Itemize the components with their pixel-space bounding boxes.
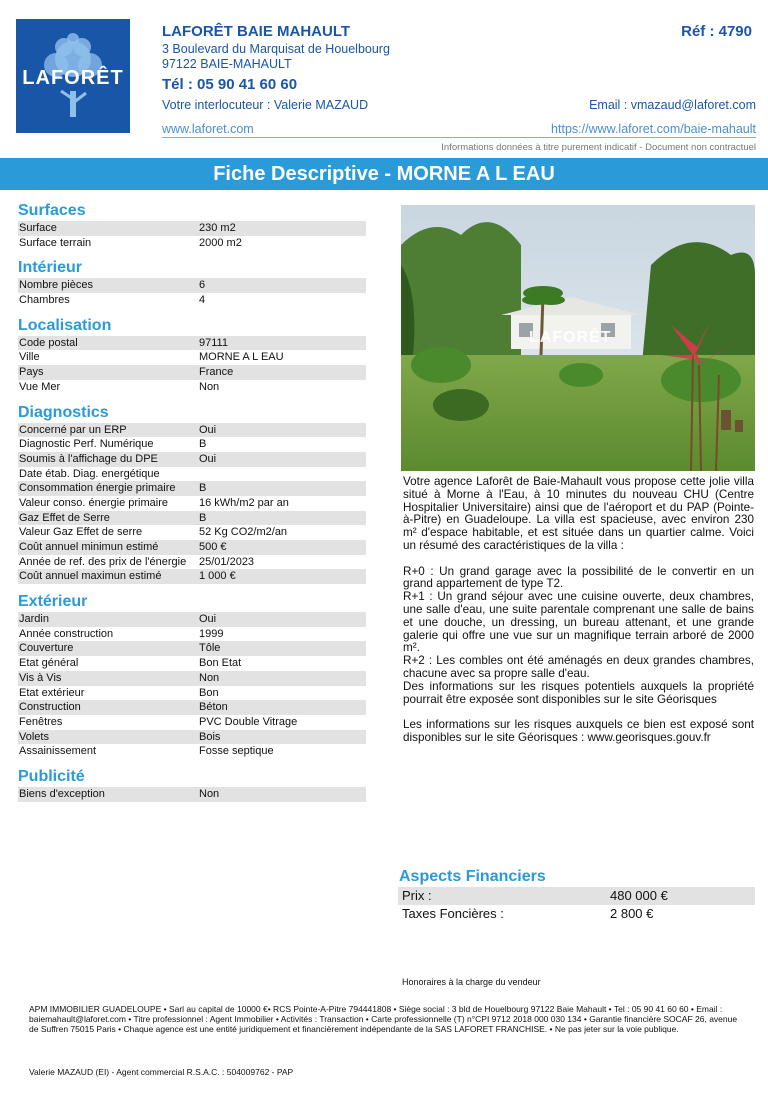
row-value: Fosse septique [199,745,274,758]
table-row [18,730,366,745]
row-value: 2000 m2 [199,236,242,249]
section-diagnostics [18,403,366,585]
row-label: Construction [19,701,81,714]
price-value: 480 000 € [610,888,668,903]
section-title: Diagnostics [18,403,109,421]
row-value: 25/01/2023 [199,555,255,568]
page-title-banner: Fiche Descriptive - MORNE A L EAU [0,158,768,190]
row-label: Pays [19,366,44,379]
row-value: Oui [199,423,217,436]
legal-notice: APM IMMOBILIER GUADELOUPE • Sarl au capital de 10000 €• RCS Pointe-A-Pitre 794441808 • Siège social : 3 bld de Houelbourg 97122 Baie Mahault • Tel : 05 90 41 60 60 • Email : baiemahault@laforet.com • Titre professionnel : Agent Immobilier • Activités : Transaction • Carte professionnelle (T) n°CPI 9712 2018 000 030 134 • Garantie financière SOCAF 26, avenue de Suffren 75015 Paris • Chaque agence est une entité juridiquement et financièrement indépendante de la SAS LAFORET FRANCHISE. • Ne pas jeter sur la voie publique. [29,1004,738,1034]
fees-note: Honoraires à la charge du vendeur [402,977,541,987]
tax-value: 2 800 € [610,906,654,921]
row-value: 97111 [199,336,228,349]
website-link[interactable]: www.laforet.com [162,122,254,136]
row-label: Jardin [19,613,49,626]
row-label: Gaz Effet de Serre [19,511,110,524]
row-label: Nombre pièces [19,279,93,292]
row-value: Bon [199,686,219,699]
section-exterieur [18,592,366,759]
row-label: Soumis à l'affichage du DPE [19,452,158,465]
row-label: Biens d'exception [19,787,105,800]
row-value: B [199,438,207,451]
property-photo [401,205,755,471]
row-label: Assainissement [19,745,97,758]
section-title: Publicité [18,767,85,785]
description-georisques: Les informations sur les risques auxquels ce bien est exposé sont disponibles sur le site Géorisques : www.georisques.gouv.fr [403,718,754,744]
tax-label: Taxes Foncières : [402,906,504,921]
table-row [18,744,366,759]
description-r1: R+1 : Un grand séjour avec une cuisine ouverte, deux chambres, une salle d'eau, une suite parentale comprenant une salle de bains et une douche, un dressing, un bureau attenant, et une grande galerie qui offre une vue sur un magnifique terrain arboré de 2000 m². [403,590,754,655]
table-row [18,278,366,293]
property-details [18,201,366,810]
table-row [18,700,366,715]
address-line-1: 3 Boulevard du Marquisat de Houelbourg [162,42,390,56]
row-value: MORNE A L EAU [199,351,284,364]
row-value: B [199,482,207,495]
section-title: Intérieur [18,259,83,277]
row-label: Chambres [19,294,70,307]
contact-person: Votre interlocuteur : Valerie MAZAUD [162,98,369,112]
row-value: 230 m2 [199,222,236,234]
section-title: Surfaces [18,202,86,219]
row-value: Bon Etat [199,657,242,670]
section-title: Localisation [18,316,112,334]
row-label: Code postal [19,336,78,349]
table-row [18,540,366,555]
row-value: Non [199,671,220,684]
laforet-logo [16,19,130,133]
table-row [18,686,366,701]
table-row [18,641,366,656]
phone-number: Tél : 05 90 41 60 60 [162,76,298,93]
table-row [18,365,366,380]
row-label: Fenêtres [19,715,63,728]
row-label: Date étab. Diag. energétique [19,467,160,480]
table-row [18,496,366,511]
row-label: Etat extérieur [19,686,85,699]
row-value: Non [199,787,220,800]
section-interieur [18,258,366,307]
row-value: 6 [199,279,206,292]
header-divider [162,137,756,138]
row-label: Année de ref. des prix de l'énergie [19,555,187,568]
table-row [18,671,366,686]
table-row [18,236,366,251]
description-intro: Votre agence Laforêt de Baie-Mahault vous propose cette jolie villa situé à Morne à l'Eau, à 10 minutes du nouveau CHU (Centre Hospitalier Universitaire) ainsi que de l'aéroport et du PAP (Pointe-à-Pitre) en Guadeloupe. La villa est spacieuse, avec environ 230 m² d'espace habitable, et est située dans un quartier calme. Voici un résumé des caractéristiques de la villa : [403,475,754,552]
table-row [18,525,366,540]
table-row [18,569,366,584]
tax-row [398,905,755,923]
row-label: Ville [19,351,40,364]
row-label: Coût annuel minimun estimé [19,541,159,553]
table-row [18,221,366,236]
row-value: Non [199,380,220,393]
agency-name: LAFORÊT BAIE MAHAULT [162,23,351,40]
table-row [18,437,366,452]
row-label: Vue Mer [19,380,61,393]
description-risks: Des informations sur les risques potentiels auxquels la propriété pourrait être exposée sont disponibles sur le site Géorisques [403,679,754,706]
row-value: Oui [199,452,217,465]
section-publicite [18,767,366,802]
row-value: Oui [199,613,217,626]
table-row [18,350,366,365]
row-value: B [199,511,207,524]
row-value: Bois [199,730,221,743]
row-label: Couverture [19,642,74,655]
row-label: Valeur Gaz Effet de serre [19,526,143,539]
row-value: 1999 [199,627,224,640]
table-row [18,715,366,730]
row-label: Volets [19,730,49,743]
description-r2: R+2 : Les combles ont été aménagés en deux grandes chambres, chacune avec sa propre salle d'eau. [403,654,754,680]
table-row [18,380,366,395]
table-row [18,511,366,526]
row-value: Tôle [199,642,221,655]
section-surfaces [18,201,366,250]
row-value: 52 Kg CO2/m2/an [199,526,288,539]
row-label: Concerné par un ERP [19,423,127,436]
description-r0: R+0 : Un grand garage avec la possibilité de le convertir en un grand appartement de type T2. [403,564,754,591]
row-label: Surface terrain [19,236,92,249]
disclaimer-text: Informations données à titre purement indicatif - Document non contractuel [441,142,756,153]
row-label: Coût annuel maximun estimé [19,570,162,583]
row-value: PVC Double Vitrage [199,715,298,728]
reference-number: Réf : 4790 [681,23,752,40]
price-label: Prix : [402,888,432,903]
row-value: 1 000 € [199,570,236,583]
row-value [199,467,366,482]
table-row [18,656,366,671]
row-label: Etat général [19,657,79,670]
table-row [18,612,366,627]
table-row [18,336,366,351]
table-row [18,481,366,496]
contact-email[interactable]: Email : vmazaud@laforet.com [589,98,756,112]
row-value: 500 € [199,541,227,553]
row-label: Surface [19,222,57,234]
agency-url-link[interactable]: https://www.laforet.com/baie-mahault [551,122,756,136]
row-label: Valeur conso. énergie primaire [19,496,168,509]
row-value: France [199,366,234,379]
logo-text: LAFORÊT [22,67,124,89]
table-row [18,293,366,308]
table-row [18,627,366,642]
row-value: 16 kWh/m2 par an [199,496,289,509]
row-label: Année construction [19,627,114,640]
row-value: 4 [199,294,206,307]
agent-info: Valerie MAZAUD (EI) - Agent commercial R.S.A.C. : 504009762 - PAP [29,1067,294,1077]
table-row [18,467,366,482]
section-title: Aspects Financiers [399,868,546,885]
table-row [18,555,366,570]
section-title: Extérieur [18,593,88,611]
table-row [18,787,366,802]
price-row [398,887,755,905]
row-value: Béton [199,701,228,714]
table-row [18,423,366,438]
row-label: Consommation énergie primaire [19,482,176,495]
row-label: Vis à Vis [19,671,62,684]
section-localisation [18,316,366,395]
financial-aspects [398,867,755,923]
row-label: Diagnostic Perf. Numérique [19,438,154,451]
table-row [18,452,366,467]
photo-watermark: LAFORÊT [529,329,612,346]
property-description [403,476,754,745]
address-line-2: 97122 BAIE-MAHAULT [162,57,292,71]
